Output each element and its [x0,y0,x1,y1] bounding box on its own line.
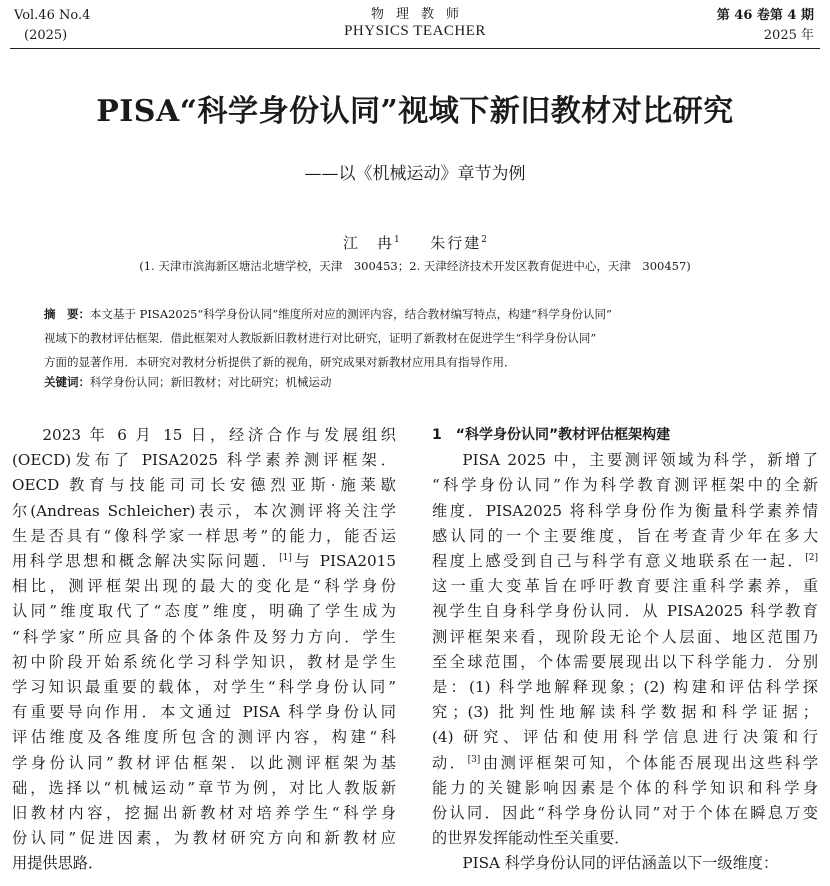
body-line: 感认同的一个主要维度，旨在考查青少年在多大 [432,526,818,545]
body-line: 有重要导向作用．本文通过 PISA 科学身份认同 [12,703,396,722]
body-line: 学身份认同”教材评估框架．以此测评框架为基 [12,753,396,772]
body-line: 这一重大变革旨在呼吁教育要注重科学素养，重 [432,577,818,596]
body-line: 至全球范围，个体需要展现出以下科学能力．分别 [432,652,818,671]
body-line: (OECD)发布了 PISA2025 科学素养测评框架． [12,451,396,470]
left-column [12,423,396,877]
body-line: 视学生自身科学身份认同．从 PISA2025 科学教育 [432,602,818,621]
issue-info [717,6,814,46]
body-line: 生是否具有“像科学家一样思考”的能力，能否运 [12,526,396,545]
header-rule [10,48,820,49]
body-line: 用科学思想和概念解决实际问题．[1]与 PISA2015 [12,552,396,571]
body-line: 学习知识最重要的载体，对学生“科学身份认同” [12,678,396,697]
body-line: “科学身份认同”作为科学教育测评框架中的全新 [432,476,818,495]
author-name: 江 冉 [342,234,394,252]
author-affil-mark: 1 [393,235,400,245]
body-line: 尔(Andreas Schleicher)表示，本次测评将关注学 [12,501,396,520]
keywords [44,372,794,392]
body-line: 动．[3]由测评框架可知，个体能否展现出这些科学 [432,753,819,772]
body-line: 2023 年 6 月 15 日，经济合作与发展组织 [42,426,396,444]
body-line: 评估维度及各维度所包含的测评内容，构建“科 [12,728,396,747]
citation-ref: [2] [805,552,818,563]
volume-number: Vol.46 No.4 [14,8,91,23]
paper-subtitle: ——以《机械运动》章节为例 [304,164,526,184]
abstract-label: 摘 要： [44,307,90,321]
issue-year: 2025 年 [763,28,814,43]
body-line: 旧教材内容，挖掘出新教材对培养学生“科学身 [12,804,396,823]
body-line: PISA 科学身份认同的评估涵盖以下一级维度： [462,854,779,873]
body-line: 初中阶段开始系统化学习科学知识，教材是学生 [12,652,396,671]
issue-number: 第 46 卷第 4 期 [716,8,814,23]
body-line: 础，选择以“机械运动”章节为例，对比人教版新 [12,778,396,797]
body-line: 测评框架来看，现阶段无论个人层面、地区范围乃 [432,627,818,646]
author-name: 朱行建 [430,234,482,252]
abstract-line: 摘 要：本文基于 PISA2025“科学身份认同”维度所对应的测评内容，结合教材编写特点，构建“科学身份认同” [44,307,612,321]
body-line: OECD 教育与技能司司长安德烈亚斯·施莱歇 [12,476,396,495]
right-column [432,423,818,877]
citation-ref: [1] [279,552,292,563]
abstract-line: 视域下的教材评估框架．借此框架对人教版新旧教材进行对比研究，证明了新教材在促进学生“科学身份认同” [44,331,597,345]
citation-ref: [3] [467,754,481,765]
keywords-text: 科学身份认同；新旧教材；对比研究；机械运动 [90,375,332,389]
body-line: 的世界发挥能动性至关重要． [432,829,630,848]
body-line: 维度．PISA2025 将科学身份作为衡量科学素养情 [432,501,818,520]
keywords-label: 关键词： [44,375,90,389]
body-line: PISA 2025 中，主要测评领域为科学，新增了 [462,451,818,470]
body-line: 认同”维度取代了“态度”维度，明确了学生成为 [12,602,396,621]
paper-title: PISA“科学身份认同”视域下新旧教材对比研究 [96,94,734,129]
body-line: 是：(1) 科学地解释现象；(2) 构建和评估科学探 [432,678,818,697]
body-line: 份认同”促进因素，为教材研究方向和新教材应 [12,829,396,848]
affiliations: (1. 天津市滨海新区塘沽北塘学校，天津 300453；2. 天津经济技术开发区教育促进中心，天津 300457) [139,259,691,273]
body-line: 能力的关键影响因素是个体的科学知识和科学身 [432,778,818,797]
body-line: 份认同．因此“科学身份认同”对于个体在瞬息万变 [432,804,818,823]
volume-year: (2025) [24,28,68,43]
body-line: 程度上感受到自己与科学有意义地联系在一起．[2] [432,552,818,571]
abstract [44,302,794,374]
author-list [0,230,830,253]
body-line: 相比，测评框架出现的最大的变化是“科学身份 [12,577,396,596]
body-line: (4) 研究、评估和使用科学信息进行决策和行 [432,728,818,747]
body-line: 用提供思路． [12,854,104,873]
journal-name [0,6,830,40]
section-heading: 1 “科学身份认同”教材评估框架构建 [432,427,671,443]
journal-name-en: PHYSICS TEACHER [344,23,486,39]
author-affil-mark: 2 [481,235,488,245]
body-line: 究；(3) 批判性地解读科学数据和科学证据； [432,703,818,722]
abstract-line: 方面的显著作用．本研究对教材分析提供了新的视角，研究成果对新教材应用具有指导作用． [44,355,516,369]
journal-name-cn: 物理教师 [370,7,471,22]
body-line: “科学家”所应具备的个体条件及努力方向．学生 [12,627,396,646]
